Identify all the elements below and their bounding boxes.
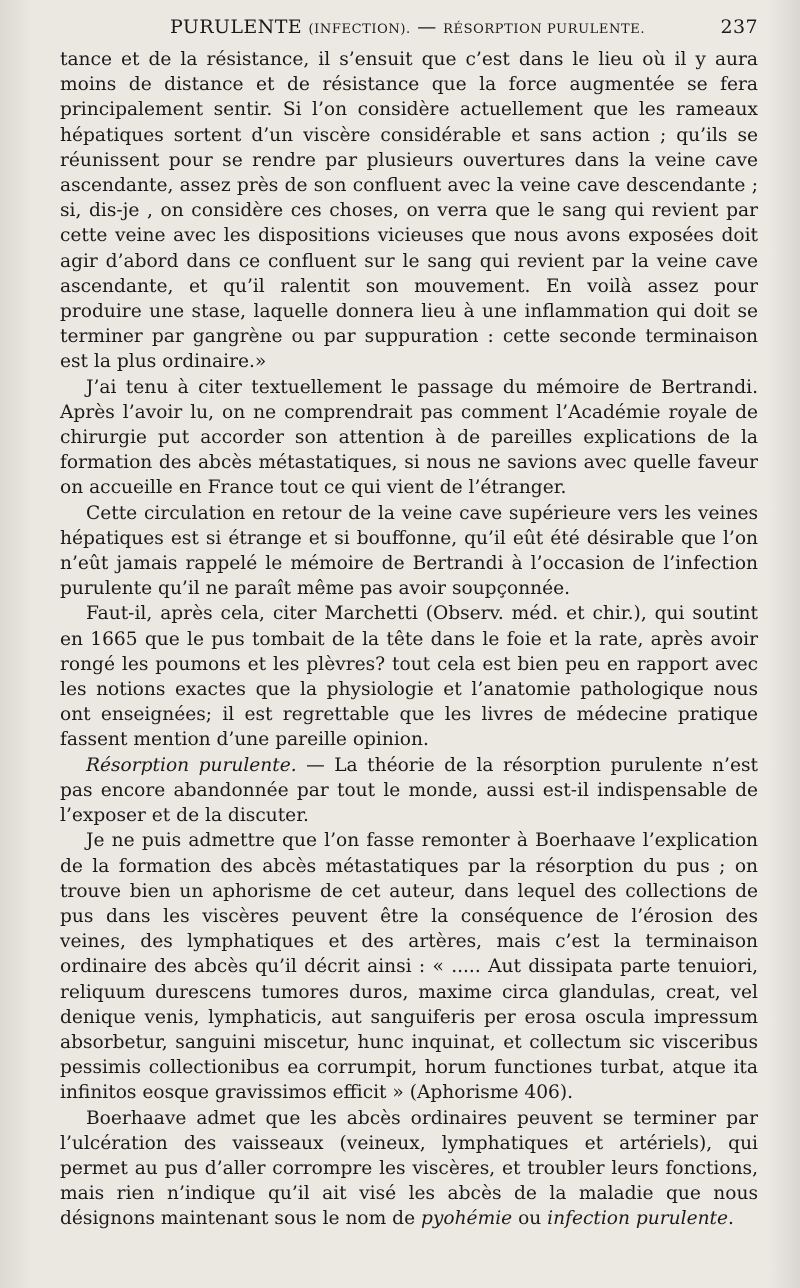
running-title-dash: — <box>417 16 437 38</box>
paragraph-5-text: — La théorie de la résorption purulente n’est pas encore abandonnée par tout le monde, aussi est-il indispensable de l’exposer et de la discuter. <box>60 754 758 827</box>
section-heading-italic: Résorption purulente. <box>86 754 297 776</box>
paragraph-1: tance et de la résistance, il s’ensuit que c’est dans le lieu où il y aura moins de distance et de résistance que la force augmentée se fera principalement sentir. Si l’on considère actuellement que les rameaux hépatiques sortent d’un viscère considérable et sans action ; qu’ils se réunissent pour se rendre par plusieurs ouvertures dans la veine cave ascendante, assez près de son confluent avec la veine cave descendante ; si, dis-je , on considère ces choses, on verra que le sang qui revient par cette veine avec les dispositions vicieuses que nous avons exposées doit agir d’abord dans ce confluent sur le sang qui revient par la veine cave ascendante, et qu’il ralentit son mouvement. En voilà assez pour produire une stase, laquelle donnera lieu à une inflammation qui doit se terminer par gangrène ou par suppuration : cette seconde terminaison est la plus ordinaire.» <box>60 49 758 373</box>
paragraph-5 <box>60 753 758 829</box>
term-infection-purulente: infection purulente <box>547 1208 729 1230</box>
paragraph-3: Cette circulation en retour de la veine cave supérieure vers les veines hépatiques est si étrange et si bouffonne, qu’il eût été désirable que l’on n’eût jamais rappelé le mémoire de Bertrandi à l’occasion de l’infection purulente qu’il ne paraît même pas avoir soupçonnée. <box>60 502 758 600</box>
paragraph-7-text: Boerhaave admet que les abcès ordinaires peuvent se terminer par l’ulcération des vaisseaux (veineux, lymphatiques et artériels), qui permet au pus d’aller corrompre les viscères, et troubler leurs fonctions, mais rien n’indique qu’il ait visé les abcès de la maladie que nous désignons maintenant sous le nom de <box>60 1107 758 1230</box>
paragraph-7-end: . <box>728 1208 734 1230</box>
running-title <box>60 14 721 43</box>
paragraph-2: J’ai tenu à citer textuellement le passage du mémoire de Bertrandi. Après l’avoir lu, on ne comprendrait pas comment l’Académie royale de chirurgie put accorder son attention à de pareilles explications de la formation des abcès métastatiques, si nous ne savions avec quelle faveur on accueille en France tout ce qui vient de l’étranger. <box>60 376 758 499</box>
term-pyohemie: pyohémie <box>420 1208 513 1230</box>
paragraph-6: Je ne puis admettre que l’on fasse remonter à Boerhaave l’explication de la formation des abcès métastatiques par la résorption du pus ; on trouve bien un aphorisme de cet auteur, dans lequel des collections de pus dans les viscères peuvent être la conséquence de l’érosion des veines, des lymphatiques et des artères, mais c’est la terminaison ordinaire des abcès qu’il décrit ainsi : « ..... Aut dissipata parte tenuiori, reliquum durescens tumores duros, maxime circa glandulas, creat, vel denique venis, lymphaticis, aut sanguiferis per erosa oscula impressum absorbetur, sanguini miscetur, hunc inquinat, et collectum sic visceribus pessimis collectionibus ea corrumpit, horum functiones turbat, atque ita infinitos eosque gravissimos efficit » (Aphorisme 406). <box>60 830 758 1104</box>
running-title-main: PURULENTE <box>170 16 303 38</box>
running-head <box>60 14 758 43</box>
running-title-paren: (INFECTION). <box>308 22 411 37</box>
body-text <box>60 47 758 1232</box>
paragraph-7 <box>60 1106 758 1232</box>
running-title-right: RÉSORPTION PURULENTE. <box>443 22 646 37</box>
paragraph-7-mid: ou <box>512 1208 548 1230</box>
paragraph-4: Faut-il, après cela, citer Marchetti (Observ. méd. et chir.), qui soutint en 1665 que le pus tombait de la tête dans le foie et la rate, après avoir rongé les poumons et les plèvres? tout cela est bien peu en rapport avec les notions exactes que la physiologie et l’anatomie pathologique nous ont enseignées; il est regrettable que les livres de médecine pratique fassent mention d’une pareille opinion. <box>60 603 758 751</box>
page-number: 237 <box>720 16 758 38</box>
